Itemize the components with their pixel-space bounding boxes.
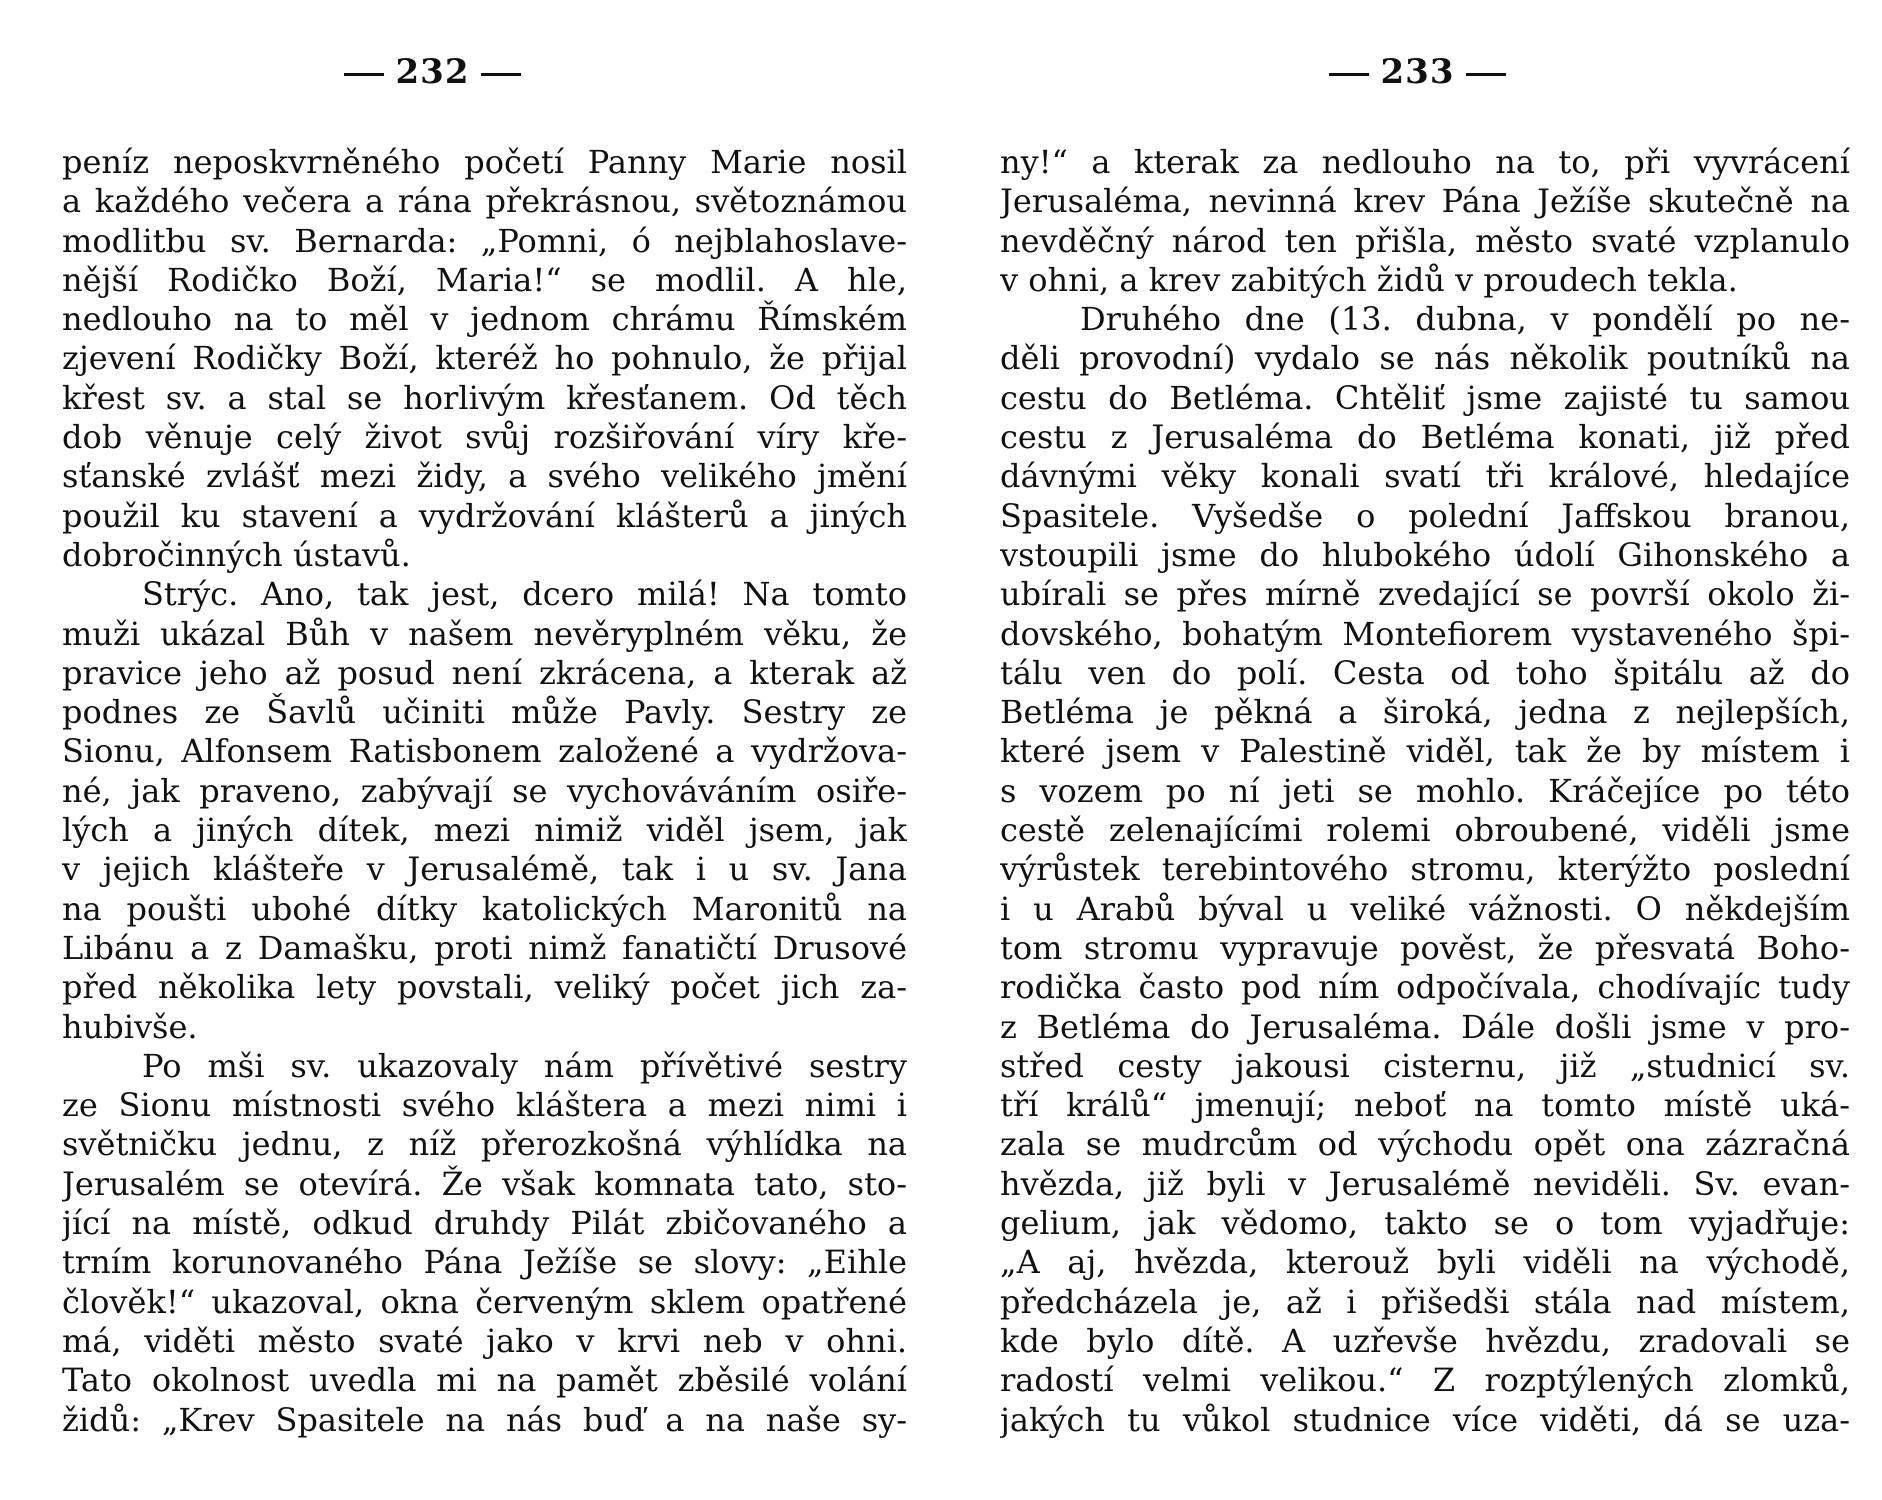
text-line: ny!“ a kterak za nedlouho na to, při vyvrácení: [1000, 143, 1850, 181]
text-line: Po mši sv. ukazovaly nám přívětivé sestry: [142, 1046, 907, 1085]
page-number-left-text: 232: [395, 52, 470, 92]
text-line: jící na místě, odkud druhdy Pilát zbičovaného a: [62, 1204, 907, 1243]
text-line: cestu z Jerusaléma do Betléma konati, již před: [1000, 418, 1850, 457]
text-line: pravice jeho až posud není zkrácena, a kterak až: [62, 653, 907, 692]
text-line: hubivše.: [62, 1007, 198, 1046]
text-line: Betléma je pěkná a široká, jedna z nejlepších,: [1000, 693, 1850, 732]
text-line: „A aj, hvězda, kterouž byli viděli na východě,: [1000, 1243, 1850, 1282]
text-line: kde bylo dítě. A uzřevše hvězdu, zradovali se: [1000, 1321, 1850, 1360]
text-line: z Betléma do Jerusaléma. Dále došli jsme v pro-: [1000, 1007, 1850, 1046]
text-line: před několika lety povstali, veliký počet jich za-: [62, 968, 907, 1007]
text-line: cestě zelenajícími rolemi obroubené, viděli jsme: [1000, 811, 1850, 850]
decorative-dash: [344, 73, 384, 76]
text-line: dávnými věky konali svatí tři králové, hledajíce: [1000, 457, 1850, 496]
text-line: člověk!“ ukazoval, okna červeným sklem opatřené: [62, 1282, 907, 1321]
text-line: předcházela je, až i přišedši stála nad místem,: [1000, 1282, 1850, 1321]
text-line: v ohni, a krev zabitých židů v proudech tekla.: [1000, 260, 1738, 299]
text-line: má, viděti město svaté jako v krvi neb v ohni.: [62, 1321, 907, 1360]
text-line: které jsem v Palestině viděl, tak že by místem i: [1000, 732, 1850, 771]
text-line: gelium, jak vědomo, takto se o tom vyjadřuje:: [1000, 1204, 1850, 1243]
text-line: Jerusaléma, nevinná krev Pána Ježíše skutečně na: [1000, 182, 1850, 221]
text-line: Libánu a z Damašku, proti nimž fanatičtí Drusové: [62, 928, 907, 967]
decorative-dash: [1329, 73, 1369, 76]
left-page-body: [62, 143, 907, 1440]
text-line: dobročinných ústavů.: [62, 535, 411, 574]
text-line: Sionu, Alfonsem Ratisbonem založené a vydržova-: [62, 732, 907, 771]
text-line: né, jak praveno, zabývají se vychováváním osiře-: [62, 771, 907, 810]
text-line: nevděčný národ ten přišla, město svaté vzplanulo: [1000, 221, 1850, 260]
text-line: Jerusalém se otevírá. Že však komnata tato, sto-: [62, 1164, 907, 1203]
text-line: nější Rodičko Boží, Maria!“ se modlil. A hle,: [62, 260, 907, 299]
text-line: zjevení Rodičky Boží, kteréž ho pohnulo, že přijal: [62, 339, 907, 378]
text-line: Tato okolnost uvedla mi na pamět zběsilé volání: [62, 1361, 907, 1400]
text-line: ze Sionu místnosti svého kláštera a mezi nimi i: [62, 1086, 907, 1125]
left-page: [0, 0, 907, 1500]
text-line: Spasitele. Vyšedše o polední Jaffskou branou,: [1000, 496, 1850, 535]
text-line: peníz neposkvrněného početí Panny Marie nosil: [62, 143, 907, 181]
text-line: radostí velmi velikou.“ Z rozptýlených zlomků,: [1000, 1361, 1850, 1400]
text-line: zala se mudrcům od východu opět ona zázračná: [1000, 1125, 1850, 1164]
right-page: [985, 0, 1850, 1500]
text-line: s vozem po ní jeti se mohlo. Kráčejíce po této: [1000, 771, 1850, 810]
text-line: Druhého dne (13. dubna, v pondělí po ne-: [1080, 300, 1850, 339]
text-line: a každého večera a rána překrásnou, světoznámou: [62, 182, 907, 221]
text-line: lých a jiných dítek, mezi nimiž viděl jsem, jak: [62, 811, 907, 850]
text-line: světničku jednu, z níž přerozkošná výhlídka na: [62, 1125, 907, 1164]
text-line: použil ku stavení a vydržování klášterů a jiných: [62, 496, 907, 535]
text-line: dob věnuje celý život svůj rozšiřování víry kře-: [62, 418, 907, 457]
right-page-body: [1000, 143, 1850, 1440]
text-line: v jejich klášteře v Jerusalémě, tak i u sv. Jana: [62, 850, 907, 889]
page-number-left: [0, 52, 865, 92]
text-line: jakých tu vůkol studnice více viděti, dá se uza-: [1000, 1400, 1850, 1439]
text-line: tálu ven do polí. Cesta od toho špitálu až do: [1000, 653, 1850, 692]
page-number-right: [985, 52, 1850, 92]
text-line: Strýc. Ano, tak jest, dcero milá! Na tomto: [142, 575, 907, 614]
text-line: křest sv. a stal se horlivým křesťanem. Od těch: [62, 378, 907, 417]
text-line: nedlouho na to měl v jednom chrámu Římském: [62, 300, 907, 339]
text-line: rodička často pod ním odpočívala, chodívajíc tudy: [1000, 968, 1850, 1007]
text-line: cestu do Betléma. Chtěliť jsme zajisté tu samou: [1000, 378, 1850, 417]
text-line: i u Arabů býval u veliké vážnosti. O někdejším: [1000, 889, 1850, 928]
text-line: na poušti ubohé dítky katolických Maronitů na: [62, 889, 907, 928]
text-line: tom stromu vypravuje pověst, že přesvatá Boho-: [1000, 928, 1850, 967]
text-line: tří králů“ jmenují; neboť na tomto místě uká-: [1000, 1086, 1850, 1125]
decorative-dash: [1466, 73, 1506, 76]
decorative-dash: [481, 73, 521, 76]
text-line: střed cesty jakousi cisternu, již „studnicí sv.: [1000, 1046, 1850, 1085]
text-line: hvězda, již byli v Jerusalémě neviděli. Sv. evan-: [1000, 1164, 1850, 1203]
text-line: vstoupili jsme do hlubokého údolí Gihonského a: [1000, 535, 1850, 574]
text-line: modlitbu sv. Bernarda: „Pomni, ó nejblahoslave-: [62, 221, 907, 260]
text-line: děli provodní) vydalo se nás několik poutníků na: [1000, 339, 1850, 378]
text-line: výrůstek terebintového stromu, kterýžto poslední: [1000, 850, 1850, 889]
text-line: ubírali se přes mírně zvedající se površí okolo ži-: [1000, 575, 1850, 614]
text-line: sťanské zvlášť mezi židy, a svého velikého jmění: [62, 457, 907, 496]
text-line: židů: „Krev Spasitele na nás buď a na naše sy-: [62, 1400, 907, 1439]
text-line: muži ukázal Bůh v našem nevěryplném věku, že: [62, 614, 907, 653]
text-line: trním korunovaného Pána Ježíše se slovy: „Eihle: [62, 1243, 907, 1282]
text-line: dovského, bohatým Montefiorem vystaveného špi-: [1000, 614, 1850, 653]
text-line: podnes ze Šavlů učiniti může Pavly. Sestry ze: [62, 693, 907, 732]
page-number-right-text: 233: [1380, 52, 1455, 92]
